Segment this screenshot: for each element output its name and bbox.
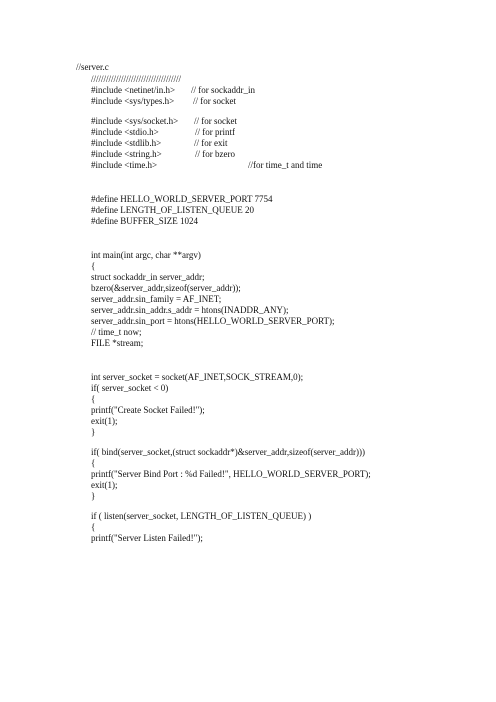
code-line: if( server_socket < 0) [91, 383, 169, 393]
code-line: server_addr.sin_port = htons(HELLO_WORLD_SERVER_PORT); [91, 316, 335, 326]
code-line: struct sockaddr_in server_addr; [91, 272, 205, 282]
file-title: //server.c [76, 62, 109, 72]
code-line: { [91, 261, 96, 271]
include-comment: // for socket [194, 116, 237, 126]
include-line [91, 96, 371, 107]
code-line: printf("Server Bind Port : %d Failed!", HELLO_WORLD_SERVER_PORT); [91, 469, 371, 479]
include-line [91, 138, 371, 149]
include-line [91, 116, 371, 127]
code-line: } [91, 427, 96, 437]
code-line: } [91, 491, 96, 501]
code-line: bzero(&server_addr,sizeof(server_addr)); [91, 283, 241, 293]
include-comment: // for exit [194, 138, 228, 148]
code-line: { [91, 394, 96, 404]
code-line: int server_socket = socket(AF_INET,SOCK_STREAM,0); [91, 372, 304, 382]
include-directive: #include <stdio.h> [91, 127, 159, 137]
code-line: { [91, 522, 96, 532]
separator-line: //////////////////////////////////// [91, 74, 182, 84]
include-comment: // for socket [193, 96, 236, 106]
code-line: { [91, 458, 96, 468]
code-listing [91, 74, 371, 544]
code-line: server_addr.sin_family = AF_INET; [91, 294, 222, 304]
include-directive: #include <sys/types.h> [91, 96, 175, 106]
include-comment: // for printf [195, 127, 235, 137]
include-comment: // for sockaddr_in [191, 85, 255, 95]
code-line: if ( listen(server_socket, LENGTH_OF_LISTEN_QUEUE) ) [91, 511, 312, 521]
code-line: exit(1); [91, 480, 118, 490]
code-line: FILE *stream; [91, 338, 144, 348]
code-line: printf("Server Listen Failed!"); [91, 533, 203, 543]
define-line: #define HELLO_WORLD_SERVER_PORT 7754 [91, 194, 273, 204]
include-directive: #include <stdlib.h> [91, 138, 162, 148]
include-line [91, 85, 371, 96]
include-line [91, 160, 371, 171]
include-line [91, 127, 371, 138]
include-directive: #include <sys/socket.h> [91, 116, 179, 126]
code-line: printf("Create Socket Failed!"); [91, 405, 205, 415]
code-line: exit(1); [91, 416, 118, 426]
include-comment: // for bzero [195, 149, 235, 159]
include-directive: #include <time.h> [91, 160, 158, 170]
include-directive: #include <string.h> [91, 149, 162, 159]
include-comment: //for time_t and time [248, 160, 323, 170]
code-line: if( bind(server_socket,(struct sockaddr*)&server_addr,sizeof(server_addr))) [91, 447, 366, 457]
include-line [91, 149, 371, 160]
define-line: #define LENGTH_OF_LISTEN_QUEUE 20 [91, 205, 254, 215]
code-line: server_addr.sin_addr.s_addr = htons(INADDR_ANY); [91, 305, 289, 315]
code-line: int main(int argc, char **argv) [91, 250, 201, 260]
define-line: #define BUFFER_SIZE 1024 [91, 216, 198, 226]
code-line: // time_t now; [91, 327, 142, 337]
include-directive: #include <netinet/in.h> [91, 85, 176, 95]
